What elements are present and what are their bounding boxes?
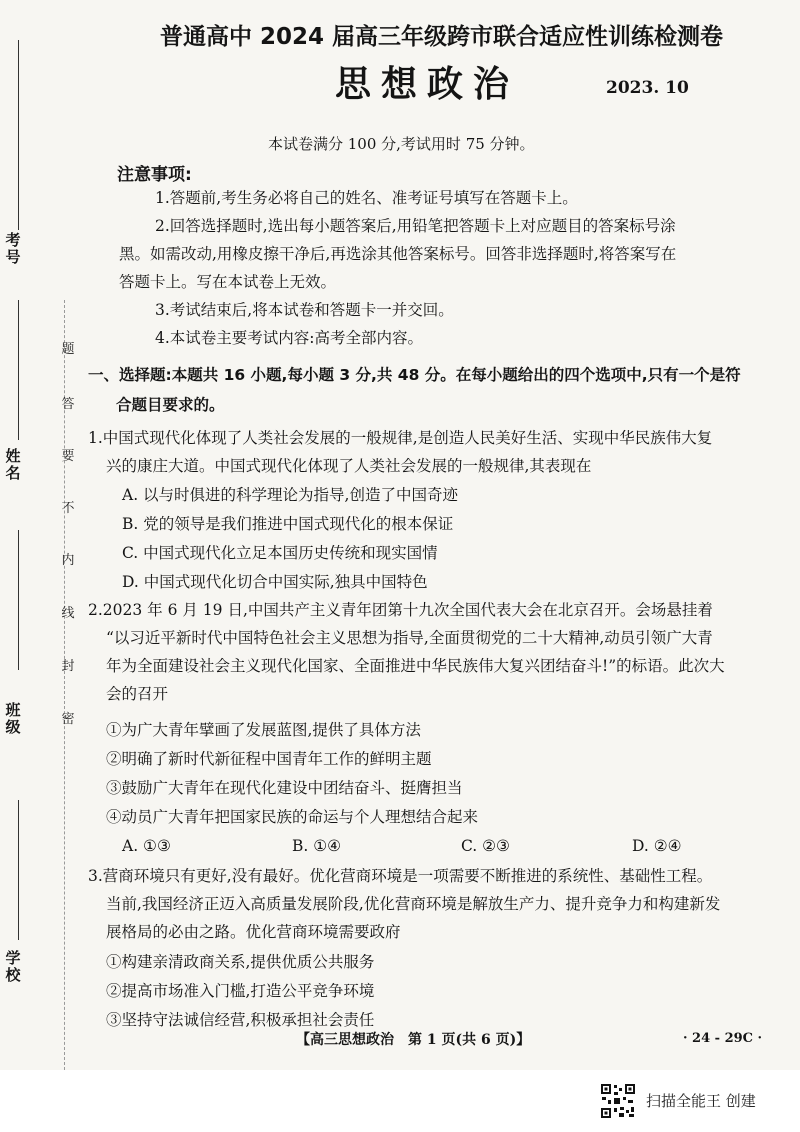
option: D. ②④ [632,837,682,855]
class-label: 班级 [5,701,21,736]
statement: ④动员广大青年把国家民族的命运与个人理想结合起来 [106,808,479,826]
question-stem: 3.营商环境只有更好,没有最好。优化营商环境是一项需要不断推进的系统性、基础性工程。 [88,867,713,885]
exam-info: 本试卷满分 100 分,考试用时 75 分钟。 [268,135,535,153]
statement: ①构建亲清政商关系,提供优质公共服务 [106,953,375,971]
option: B. 党的领导是我们推进中国式现代化的根本保证 [122,515,454,533]
question-2 [88,596,778,708]
scanner-text: 扫描全能王 创建 [646,1092,756,1110]
seal-char: 封 [61,659,75,674]
question-stem: 年为全面建设社会主义现代化国家、全面推进中华民族伟大复兴团结奋斗!”的标语。此次大 [106,657,725,675]
seal-line [64,300,65,1070]
school-field [0,790,26,1070]
seal-char: 不 [61,501,75,516]
option: B. ①④ [292,837,342,855]
school-label: 学校 [5,949,21,984]
notice-item: 3.考试结束后,将本试卷和答题卡一并交回。 [155,301,454,319]
option: A. ①③ [122,837,171,855]
question-3 [88,862,778,946]
page-footer: 【高三思想政治 第 1 页(共 6 页)】 [296,1032,531,1048]
exam-no-label: 考号 [5,231,21,266]
question-stem: 2.2023 年 6 月 19 日,中国共产主义青年团第十九次全国代表大会在北京召开。会场悬挂着 [88,601,713,619]
statement: ③坚持守法诚信经营,积极承担社会责任 [106,1011,375,1029]
notice-item: 4.本试卷主要考试内容:高考全部内容。 [155,329,424,347]
statement: ②提高市场准入门槛,打造公平竞争环境 [106,982,375,1000]
option: A. 以与时俱进的科学理论为指导,创造了中国奇迹 [122,486,458,504]
notice-item-cont: 答题卡上。写在本试卷上无效。 [119,273,337,291]
question-stem: 当前,我国经济正迈入高质量发展阶段,优化营商环境是解放生产力、提升竞争力和构建新发 [106,895,721,913]
notice-item: 1.答题前,考生务必将自己的姓名、准考证号填写在答题卡上。 [155,189,578,207]
class-field [0,530,26,770]
question-stem: 展格局的必由之路。优化营商环境需要政府 [106,923,401,941]
school-line [18,800,19,940]
option: C. ②③ [461,837,510,855]
name-field [0,300,26,530]
section-heading-line: 一、选择题:本题共 16 小题,每小题 3 分,共 48 分。在每小题给出的四个选项中,只有一个是符 [88,366,741,384]
section-heading-line: 合题目要求的。 [116,396,225,414]
notice-item-cont: 黑。如需改动,用橡皮擦干净后,再选涂其他答案标号。回答非选择题时,将答案写在 [119,245,677,263]
notice-item: 2.回答选择题时,选出每小题答案后,用铅笔把答题卡上对应题目的答案标号涂 [155,217,676,235]
statement: ③鼓励广大青年在现代化建设中团结奋斗、挺膺担当 [106,779,463,797]
name-label: 姓名 [5,447,21,482]
binding-strip [0,0,80,1070]
seal-char: 题 [61,342,75,357]
section-heading [88,360,778,420]
question-1 [88,424,778,480]
option: D. 中国式现代化切合中国实际,独具中国特色 [122,573,428,591]
name-line [18,300,19,440]
seal-char: 答 [61,397,75,412]
subject-title: 思想政治 [335,64,520,105]
qr-code-icon [600,1083,636,1119]
exam-no-field [0,0,26,300]
seal-char: 密 [61,712,75,727]
statement: ②明确了新时代新征程中国青年工作的鲜明主题 [106,750,432,768]
question-stem: 会的召开 [106,685,169,703]
exam-title: 普通高中 2024 届高三年级跨市联合适应性训练检测卷 [160,24,724,50]
exam-date: 2023. 10 [606,78,689,98]
class-line [18,530,19,670]
option: C. 中国式现代化立足本国历史传统和现实国情 [122,544,438,562]
seal-char: 内 [61,553,75,568]
question-stem: 兴的康庄大道。中国式现代化体现了人类社会发展的一般规律,其表现在 [106,457,592,475]
seal-char: 要 [61,449,75,464]
seal-char: 线 [61,606,75,621]
exam-code: · 24 - 29C · [683,1031,763,1046]
question-stem: 1.中国式现代化体现了人类社会发展的一般规律,是创造人民美好生活、实现中华民族伟大复 [88,429,713,447]
question-stem: “以习近平新时代中国特色社会主义思想为指导,全面贯彻党的二十大精神,动员引领广大青 [106,629,713,647]
notice-heading: 注意事项: [117,165,192,185]
statement: ①为广大青年擘画了发展蓝图,提供了具体方法 [106,721,421,739]
exam-no-line [18,40,19,230]
